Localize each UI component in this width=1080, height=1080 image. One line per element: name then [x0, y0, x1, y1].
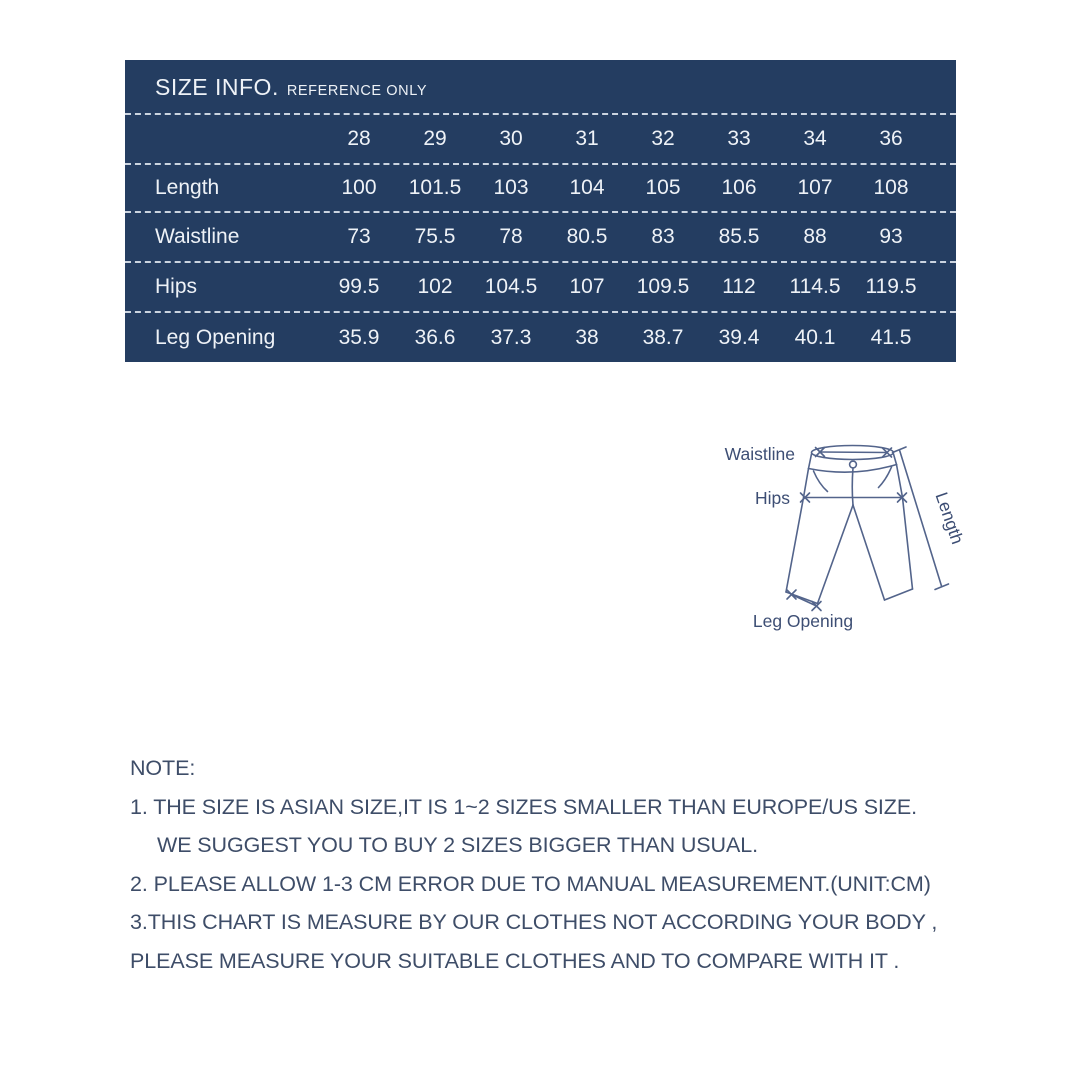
measure-cell: 103	[493, 176, 529, 199]
size-col-header: 33	[727, 127, 751, 150]
measure-cell: 119.5	[865, 275, 917, 298]
button-icon	[850, 461, 857, 468]
measure-cell: 85.5	[718, 225, 760, 248]
pants-outline-drawing	[786, 446, 913, 604]
measure-cell: 114.5	[789, 275, 841, 298]
measure-cell: 80.5	[566, 225, 608, 248]
left-pocket-line	[814, 471, 828, 492]
measure-cell: 40.1	[794, 325, 836, 349]
size-col-header: 29	[423, 127, 447, 150]
size-col-header: 31	[575, 127, 599, 150]
measure-cell: 35.9	[338, 325, 380, 349]
measure-cell: 75.5	[414, 225, 456, 248]
measure-cell: 38	[575, 325, 599, 349]
measure-cell: 73	[347, 225, 371, 248]
leg-opening-diagram-label: Leg Opening	[752, 611, 854, 631]
note-line: 2. PLEASE ALLOW 1-3 CM ERROR DUE TO MANUAL MEASUREMENT.(UNIT:CM)	[130, 872, 931, 896]
measure-cell: 105	[645, 176, 681, 199]
size-col-header: 32	[651, 127, 675, 150]
measure-cell: 36.6	[414, 325, 456, 349]
note-line: 1. THE SIZE IS ASIAN SIZE,IT IS 1~2 SIZES SMALLER THAN EUROPE/US SIZE.	[130, 795, 917, 819]
row-label: Leg Opening	[155, 325, 276, 349]
measure-cell: 102	[417, 275, 453, 298]
measurement-arrows	[787, 447, 949, 611]
measure-cell: 41.5	[870, 325, 912, 349]
measure-cell: 107	[797, 176, 833, 199]
measure-cell: 88	[803, 225, 827, 248]
table-title: SIZE INFO.	[155, 74, 279, 100]
measure-cell: 39.4	[718, 325, 760, 349]
measure-cell: 104.5	[484, 275, 538, 298]
measure-cell: 104	[569, 176, 605, 199]
size-col-header: 36	[879, 127, 903, 150]
note-line: PLEASE MEASURE YOUR SUITABLE CLOTHES AND TO COMPARE WITH IT .	[130, 949, 900, 973]
measure-cell: 78	[499, 225, 523, 248]
size-col-header: 30	[499, 127, 523, 150]
notes-heading: NOTE:	[130, 756, 196, 780]
hips-diagram-label: Hips	[754, 488, 790, 508]
table-row-hips	[125, 261, 956, 311]
measure-cell: 37.3	[490, 325, 532, 349]
fly-line	[852, 468, 853, 505]
table-row-leg-opening	[125, 311, 956, 362]
row-label: Length	[155, 176, 220, 199]
measure-cell: 112	[722, 275, 756, 298]
waistline-diagram-label: Waistline	[724, 444, 795, 464]
measure-cell: 107	[569, 275, 605, 298]
size-info-table	[125, 60, 956, 362]
table-subtitle: REFERENCE ONLY	[286, 83, 428, 99]
measure-cell: 106	[721, 176, 757, 199]
pants-measurement-diagram	[695, 430, 995, 645]
note-line: 3.THIS CHART IS MEASURE BY OUR CLOTHES NOT ACCORDING YOUR BODY ,	[130, 910, 938, 934]
measure-cell: 99.5	[338, 275, 380, 298]
size-col-header: 34	[803, 127, 827, 150]
table-row-waistline	[125, 211, 956, 261]
size-col-header: 28	[347, 127, 371, 150]
measure-cell: 38.7	[642, 325, 684, 349]
note-line: WE SUGGEST YOU TO BUY 2 SIZES BIGGER THAN USUAL.	[157, 833, 758, 857]
length-diagram-label: Length	[931, 489, 968, 547]
right-pocket-line	[879, 467, 892, 488]
row-label: Hips	[155, 275, 198, 298]
table-row-length	[125, 163, 956, 211]
measure-cell: 109.5	[636, 275, 690, 298]
measure-cell: 83	[651, 225, 675, 248]
row-label: Waistline	[155, 225, 240, 248]
size-header-row	[125, 113, 956, 163]
measure-cell: 101.5	[408, 176, 462, 199]
notes-section	[130, 756, 990, 986]
measure-cell: 93	[879, 225, 903, 248]
measure-cell: 108	[873, 176, 909, 199]
table-header	[125, 60, 956, 113]
measure-cell: 100	[341, 176, 377, 199]
